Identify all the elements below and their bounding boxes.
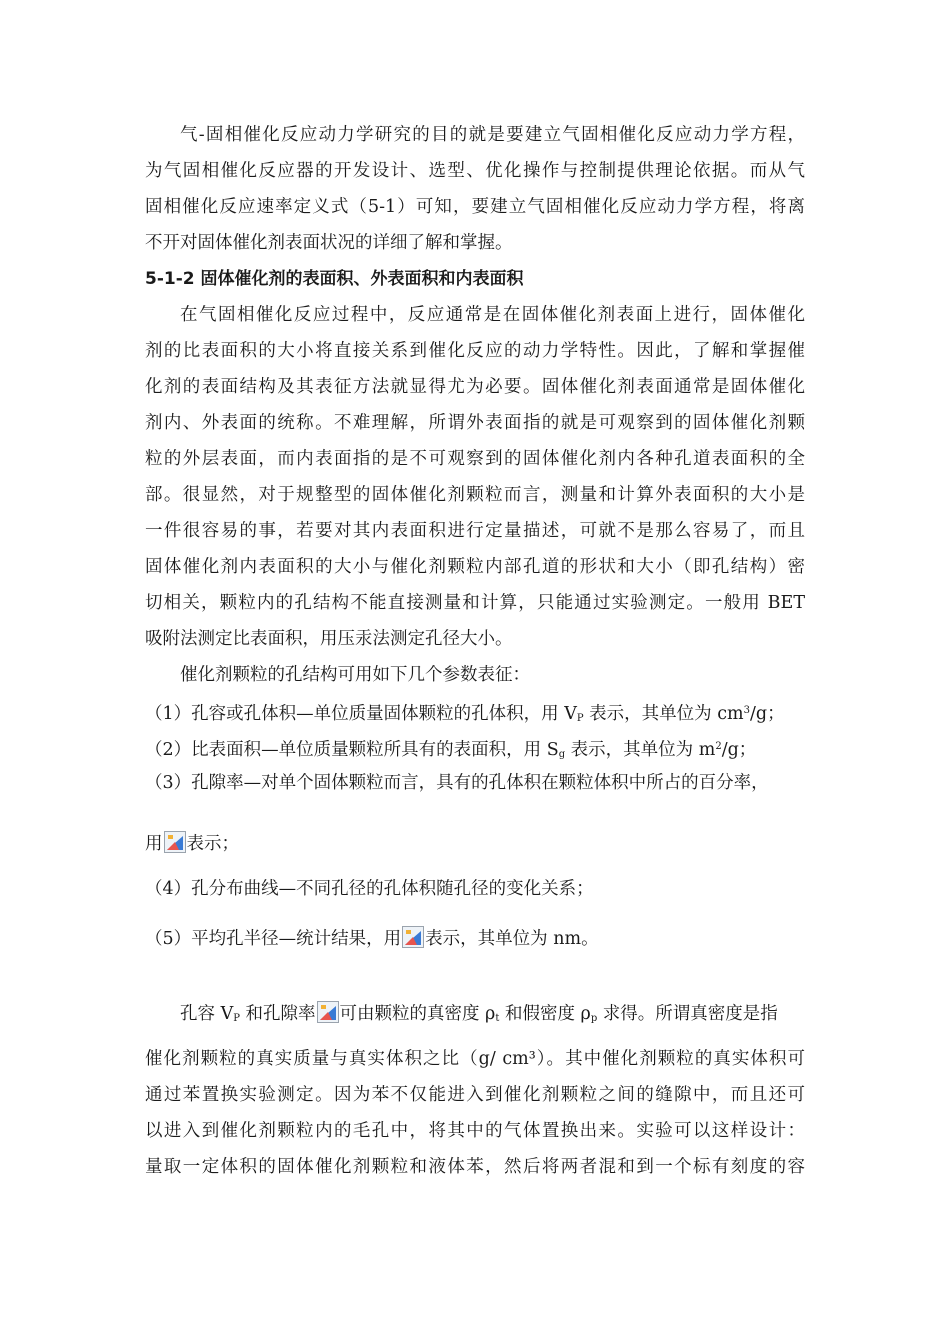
paragraph-line: 化剂的表面结构及其表征方法就显得尤为必要。固体催化剂表面通常是固体催化 xyxy=(145,377,805,397)
list-item-1: （1）孔容或孔体积—单位质量固体颗粒的孔体积，用 $V_P$ 表示，其单位为 $cm^3/g$； xyxy=(145,704,785,724)
paragraph-line: 以进入到催化剂颗粒内的毛孔中，将其中的气体置换出来。实验可以这样设计： xyxy=(145,1121,805,1141)
list-item-5: （5）平均孔半径—统计结果，用 表示，其单位为 nm。 xyxy=(145,926,599,950)
broken-image-icon xyxy=(402,926,424,948)
paragraph-line: 孔容 $V_P$ 和孔隙率 可由颗粒的真密度 $\rho_t$ 和假密度 $\rho_p$ 求得。所谓真密度是指 xyxy=(180,1001,778,1030)
paragraph-line: 固体催化剂内表面积的大小与催化剂颗粒内部孔道的形状和大小（即孔结构）密 xyxy=(145,557,805,577)
paragraph-line: 吸附法测定比表面积，用压汞法测定孔径大小。 xyxy=(145,629,513,649)
list-item-3-cont: 用 表示； xyxy=(145,831,239,855)
paragraph-line: 通过苯置换实验测定。因为苯不仅能进入到催化剂颗粒之间的缝隙中，而且还可 xyxy=(145,1085,805,1105)
list-item-3: （3）孔隙率—对单个固体颗粒而言，具有的孔体积在颗粒体积中所占的百分率， xyxy=(145,773,769,793)
paragraph-line: 催化剂颗粒的真实质量与真实体积之比（g/ cm³）。其中催化剂颗粒的真实体积可 xyxy=(145,1049,805,1069)
paragraph-line: 剂的比表面积的大小将直接关系到催化反应的动力学特性。因此，了解和掌握催 xyxy=(145,341,805,361)
paragraph-line: 剂内、外表面的统称。不难理解，所谓外表面指的就是可观察到的固体催化剂颗 xyxy=(145,413,805,433)
paragraph-line: 在气固相催化反应过程中，反应通常是在固体催化剂表面上进行，固体催化 xyxy=(180,305,805,325)
broken-image-icon xyxy=(317,1001,339,1023)
paragraph-line: 切相关，颗粒内的孔结构不能直接测量和计算，只能通过实验测定。一般用 BET xyxy=(145,593,805,613)
list-item-2: （2）比表面积—单位质量颗粒所具有的表面积，用 $S_g$ 表示，其单位为 $m^2/g$； xyxy=(145,740,757,760)
paragraph-line: 固相催化反应速率定义式（5-1）可知，要建立气固相催化反应动力学方程，将离 xyxy=(145,197,805,217)
paragraph-line: 不开对固体催化剂表面状况的详细了解和掌握。 xyxy=(145,233,513,253)
paragraph-line: 部。很显然，对于规整型的固体催化剂颗粒而言，测量和计算外表面积的大小是 xyxy=(145,485,805,505)
paragraph-line: 气-固相催化反应动力学研究的目的就是要建立气固相催化反应动力学方程， xyxy=(180,125,805,145)
broken-image-icon xyxy=(164,831,186,853)
paragraph-line: 一件很容易的事，若要对其内表面积进行定量描述，可就不是那么容易了，而且 xyxy=(145,521,805,541)
list-item-4: （4）孔分布曲线—不同孔径的孔体积随孔径的变化关系； xyxy=(145,879,594,899)
paragraph-line: 量取一定体积的固体催化剂颗粒和液体苯，然后将两者混和到一个标有刻度的容 xyxy=(145,1157,805,1177)
section-heading: 5-1-2 固体催化剂的表面积、外表面积和内表面积 xyxy=(145,269,524,289)
paragraph-line: 为气固相催化反应器的开发设计、选型、优化操作与控制提供理论依据。而从气 xyxy=(145,161,805,181)
paragraph-line: 催化剂颗粒的孔结构可用如下几个参数表征： xyxy=(180,665,530,685)
paragraph-line: 粒的外层表面，而内表面指的是不可观察到的固体催化剂内各种孔道表面积的全 xyxy=(145,449,805,469)
